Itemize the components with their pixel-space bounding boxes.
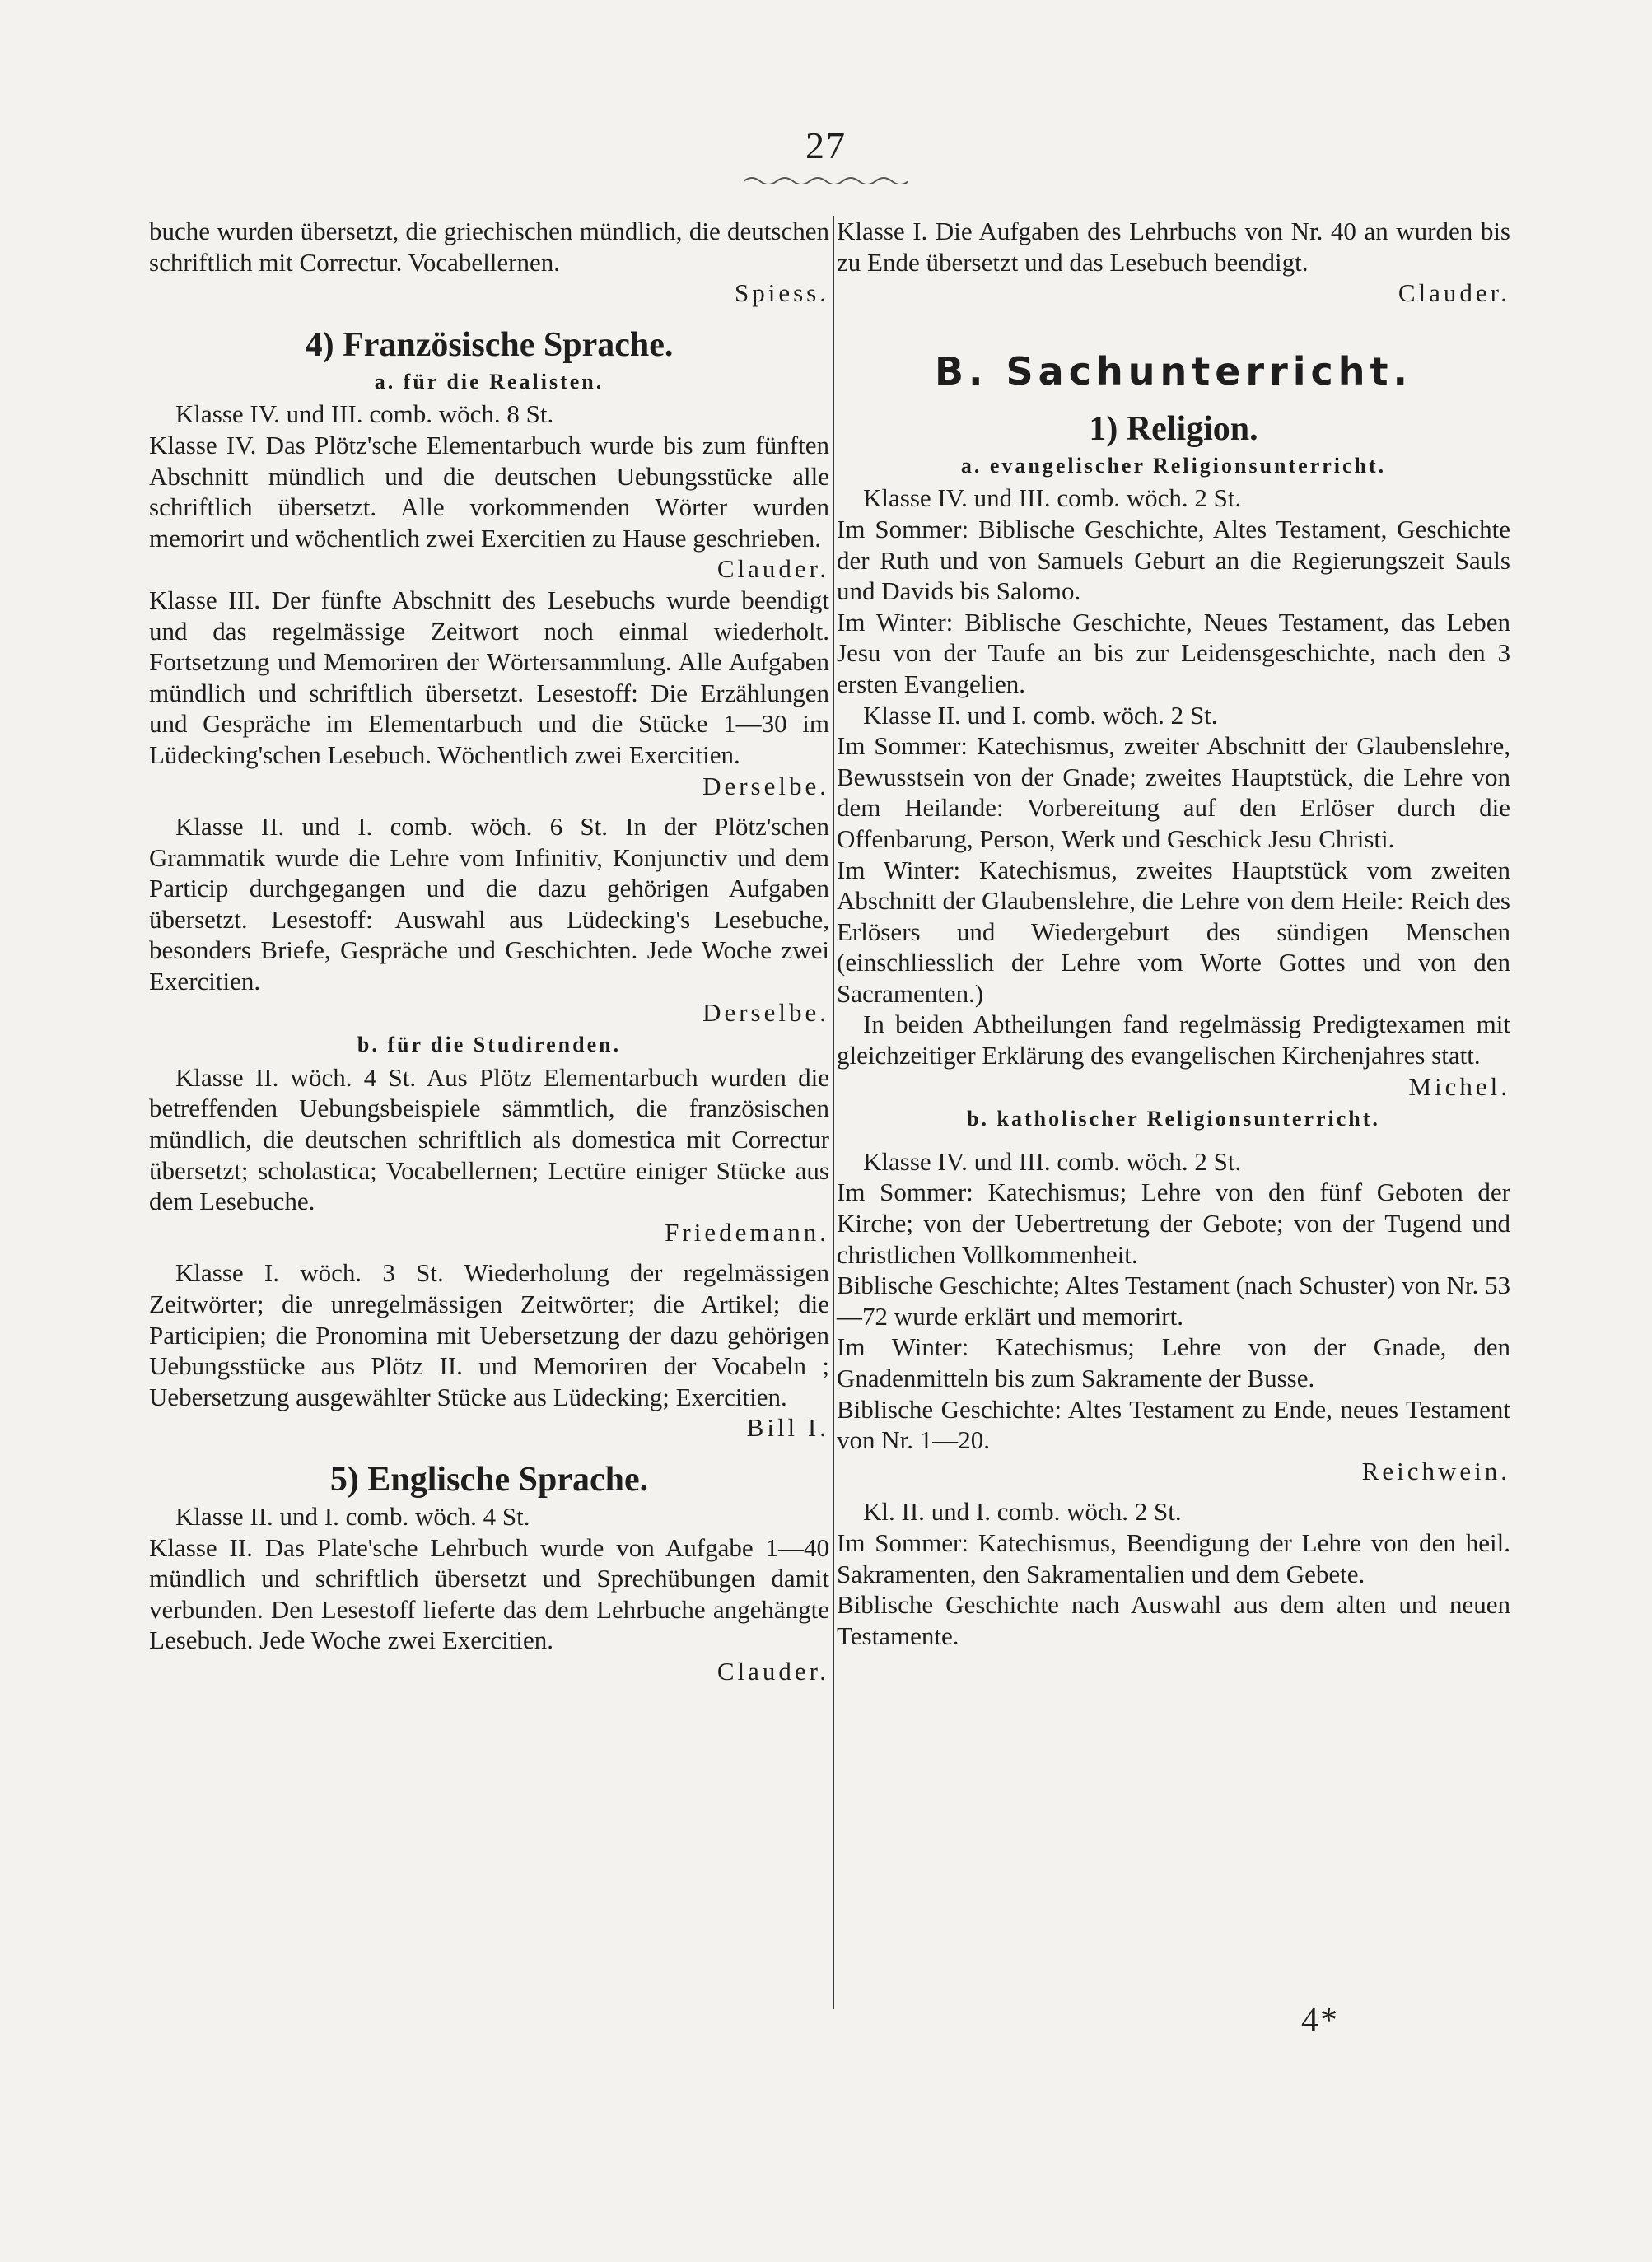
author-signature: Reichwein.: [1361, 1456, 1510, 1485]
right-column: [837, 216, 1510, 1651]
paragraph: Biblische Geschichte: Altes Testament zu Ende, neues Testament von Nr. 1—20.: [837, 1394, 1510, 1455]
paragraph: Klasse II. und I. comb. wöch. 4 St.: [175, 1501, 530, 1531]
paragraph: Klasse I. Die Aufgaben des Lehrbuchs von Nr. 40 an wurden bis zu Ende übersetzt und das Lesebuch beendigt.: [837, 217, 1510, 277]
column-divider: [833, 216, 834, 2009]
major-heading-sachunterricht: B. Sachunterricht.: [934, 348, 1413, 394]
paragraph: Klasse II. und I. comb. wöch. 2 St.: [863, 700, 1218, 730]
paragraph: Im Sommer: Katechismus, zweiter Abschnitt der Glaubenslehre, Bewusstsein von der Gnade; zweites Hauptstück, die Lehre von dem Heilande: Vorbereitung auf den Erlöser durch die Offenbarung, Person, Werk und Geschick Jesu Christi.: [837, 731, 1510, 853]
subheading-evangelisch: a. evangelischer Religionsunterricht.: [960, 453, 1387, 478]
paragraph: Biblische Geschichte; Altes Testament (nach Schuster) von Nr. 53—72 wurde erklärt und memorirt.: [837, 1271, 1510, 1331]
author-signature: Clauder.: [716, 1656, 829, 1686]
paragraph: In beiden Abtheilungen fand regelmässig Predigtexamen mit gleichzeitiger Erklärung des evangelischen Kirchenjahres statt.: [837, 1010, 1510, 1070]
author-signature: Bill I.: [746, 1413, 829, 1443]
page-number: 27: [805, 124, 847, 166]
paragraph: Klasse II. und I. comb. wöch. 6 St. In der Plötz'schen Grammatik wurde die Lehre vom Infinitiv, Konjunctiv und dem Particip durchgegangen und die dazu gehörigen Aufgaben übersetzt. Lesestoff: Auswahl aus Lüdecking's Lesebuche, besonders Briefe, Gespräche und Geschichten. Jede Woche zwei Exercitien.: [149, 812, 829, 996]
paragraph: Biblische Geschichte nach Auswahl aus dem alten und neuen Testamente.: [837, 1590, 1510, 1650]
paragraph: Im Winter: Biblische Geschichte, Neues Testament, das Leben Jesu von der Taufe an bis zur Leidensgeschichte, nach den 3 ersten Evangelien.: [837, 607, 1510, 698]
section-heading-religion: 1) Religion.: [1089, 409, 1258, 448]
sheet-signature-mark: 4*: [1301, 2002, 1339, 2040]
author-signature: Spiess.: [735, 278, 829, 308]
paragraph: Klasse IV. und III. comb. wöch. 2 St.: [863, 483, 1242, 513]
paragraph: Im Sommer: Katechismus, Beendigung der Lehre von den heil. Sakramenten, den Sakramentalien und dem Gebete.: [837, 1527, 1510, 1588]
paragraph: Klasse IV. und III. comb. wöch. 8 St.: [175, 399, 554, 429]
paragraph: Im Sommer: Katechismus; Lehre von den fünf Geboten der Kirche; von der Uebertretung der Gebote; von der Tugend und christlichen Vollkommenheit.: [837, 1178, 1510, 1269]
author-signature: Derselbe.: [702, 771, 829, 800]
section-heading-english: 5) Englische Sprache.: [329, 1460, 649, 1499]
paragraph: Kl. II. und I. comb. wöch. 2 St.: [863, 1497, 1182, 1527]
paragraph: Klasse II. wöch. 4 St. Aus Plötz Elementarbuch wurden die betreffenden Uebungsbeispiele sämmtlich, die französischen mündlich, die deutschen schriftlich als domestica mit Correctur übersetzt; scholastica; Vocabellernen; Lectüre einiger Stücke aus dem Lesebuche.: [149, 1062, 829, 1216]
author-signature: Michel.: [1408, 1071, 1510, 1101]
paragraph: Klasse II. Das Plate'sche Lehrbuch wurde von Aufgabe 1—40 mündlich und schriftlich übersetzt und Sprechübungen damit verbunden. Den Lesestoff lieferte das dem Lehrbuche angehängte Lesebuch. Jede Woche zwei Exercitien.: [149, 1532, 829, 1655]
paragraph: Im Winter: Katechismus; Lehre von der Gnade, den Gnadenmitteln bis zum Sakramente der Busse.: [837, 1332, 1510, 1392]
author-signature: Clauder.: [1398, 278, 1510, 308]
paragraph: buche wurden übersetzt, die griechischen mündlich, die deutschen schriftlich mit Correctur. Vocabellernen.: [149, 217, 829, 277]
paragraph: Klasse IV. und III. comb. wöch. 2 St.: [863, 1146, 1242, 1176]
subheading-katholisch: b. katholischer Religionsunterricht.: [967, 1107, 1380, 1131]
section-heading-french: 4) Französische Sprache.: [305, 325, 674, 364]
left-column: [149, 216, 829, 1687]
subheading-realisten: a. für die Realisten.: [374, 369, 604, 394]
author-signature: Derselbe.: [702, 997, 829, 1027]
paragraph: Im Winter: Katechismus, zweites Hauptstück vom zweiten Abschnitt der Glaubenslehre, die Lehre von dem Heile: Reich des Erlösers und Wiedergeburt des sündigen Menschen (einschliesslich der Lehre vom Worte Gottes und von den Sacramenten.): [837, 855, 1510, 1008]
author-signature: Friedemann.: [665, 1217, 829, 1247]
author-signature: Clauder.: [716, 554, 829, 584]
paragraph: Klasse IV. Das Plötz'sche Elementarbuch wurde bis zum fünften Abschnitt mündlich und die deutschen Uebungsstücke alle schriftlich übersetzt. Alle vorkommenden Wörter wurden memorirt und wöchentlich zwei Exercitien zu Hause geschrieben.: [149, 430, 829, 553]
paragraph: Im Sommer: Biblische Geschichte, Altes Testament, Geschichte der Ruth und von Samuels Geburt an die Regierungszeit Sauls und Davids bis Salomo.: [837, 514, 1510, 606]
paragraph: Klasse I. wöch. 3 St. Wiederholung der regelmässigen Zeitwörter; die unregelmässigen Zeitwörter; die Artikel; die Participien; die Pronomina mit Uebersetzung der dazu gehörigen Uebungsstücke aus Plötz II. und Memoriren der Vocabeln ; Uebersetzung ausgewählter Stücke aus Lüdecking; Exercitien.: [149, 1258, 829, 1411]
paragraph: Klasse III. Der fünfte Abschnitt des Lesebuchs wurde beendigt und das regelmässige Zeitwort noch einmal wiederholt. Fortsetzung und Memoriren der Wörtersammlung. Alle Aufgaben mündlich und schriftlich übersetzt. Lesestoff: Die Erzählungen und Gespräche im Elementarbuch und die Stücke 1—30 im Lüdecking'schen Lesebuch. Wöchentlich zwei Exercitien.: [149, 585, 829, 769]
subheading-studirenden: b. für die Studirenden.: [357, 1033, 622, 1057]
header-ornament: [744, 173, 908, 184]
